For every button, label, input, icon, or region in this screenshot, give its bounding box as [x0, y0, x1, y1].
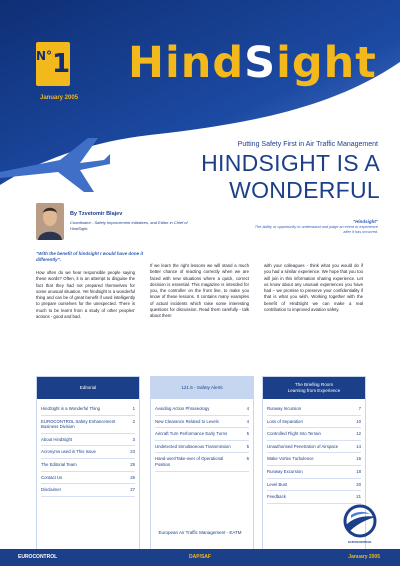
tagline: Putting Safety First in Air Traffic Management [237, 141, 378, 148]
issue-number-badge: $^{N^\circ}$1 [36, 42, 70, 86]
contents-row[interactable]: Avoiding Action Phraseology 4 [155, 403, 249, 416]
contents-row[interactable]: Undetected Simultaneous Transmission 5 [155, 441, 249, 454]
author-role: Coordinator - Safety Improvement Initiatives, and Editor in Chief of HindSight. [70, 220, 188, 231]
contents-row[interactable]: About HindSight 3 [41, 434, 135, 447]
footer-department: DAP/SAF [189, 554, 211, 560]
safety-alerts-list [151, 399, 253, 476]
safety-alerts-heading: 121.5 - Safety Alerts [151, 377, 253, 399]
pull-quote: "With the benefit of hindsight I would have done it differently". [36, 251, 144, 262]
contents-row[interactable]: Level Bust 20 [267, 479, 361, 492]
briefing-room-list [263, 399, 365, 508]
article-title: HINDSIGHT IS A WONDERFUL [201, 150, 380, 203]
footer-date: January 2005 [348, 554, 380, 560]
contents-row[interactable]: Contact Us 26 [41, 472, 135, 485]
briefing-room-heading: The Briefing Room Learning from Experience [263, 377, 365, 399]
logo-label: EUROCONTROL [348, 540, 372, 544]
contents-row[interactable]: Acronyms used in This Issue 23 [41, 446, 135, 459]
contents-row[interactable]: New Clearance Related to Levels 4 [155, 416, 249, 429]
article-column-3: with your colleagues - think what you would do if you had a similar experience. We hope that you too will join in this information sharing experience. Let us know about any unusual experiences you have had – we promise to preserve your confidentiality if that is what you wish. Working together with the benefit of HindSight we can make a real contribution to improved aviation safety. [264, 263, 363, 313]
contents-row[interactable]: HindSight is a Wonderful Thing 1 [41, 403, 135, 416]
article-column-2: If we learn the right lessons we will stand a much better chance of reacting correctly when we are faced with new situations where a quick, correct decision is essential. This magazine is intended for you, the controller on the front line, to make you know of these lessons. It contains many examples of actual incidents which raise some interesting questions for discussion. Read them carefully - talk about them [150, 263, 249, 319]
footer-bar [0, 549, 400, 566]
contents-row[interactable]: Feedback 21 [267, 491, 361, 504]
editorial-list [37, 399, 139, 501]
contents-row[interactable]: Unauthorised Penetration of Airspace 14 [267, 441, 361, 454]
footer-organisation: EUROCONTROL [18, 554, 58, 560]
contents-row[interactable]: Runway Excursion 18 [267, 466, 361, 479]
contents-row[interactable]: Hand-over/Take-over of Operational Position 6 [155, 453, 249, 471]
editorial-heading: Editorial [37, 377, 139, 399]
contents-row[interactable]: Runway Incursion 7 [267, 403, 361, 416]
contents-row[interactable]: Loss of Separation 10 [267, 416, 361, 429]
contents-row[interactable]: Disclaimer 27 [41, 484, 135, 497]
editorial-contents-box [36, 376, 140, 554]
issue-date: January 2005 [40, 95, 79, 101]
program-name: European Air Traffic Management - EATM [158, 530, 242, 535]
contents-row[interactable]: Wake Vortex Turbulence 16 [267, 453, 361, 466]
avatar [36, 203, 64, 240]
author-name: By Tzvetomir Blajev [70, 211, 123, 217]
article-column-1: How often do we hear responsible people saying these words? Often, it is an attempt to disguise the fact that they had not prepared themselves for some unusual situation. Yet hindsight is a wonderful thing and can be of great benefit if used intelligently to prepare ourselves for the unexpected. There is much to be learnt from a study of other peoples' actions - good and bad. [36, 270, 135, 320]
magazine-logo: HindSight [128, 38, 377, 88]
definition-text: The ability or opportunity to understand and judge an event or experience after it has occurred. [254, 225, 378, 234]
airplane-icon [0, 130, 110, 200]
eurocontrol-logo-icon [342, 503, 378, 539]
contents-row[interactable]: EUROCONTROL Safety Enhancement Business Division 2 [41, 416, 135, 434]
contents-row[interactable]: Controlled Flight Into Terrain 12 [267, 428, 361, 441]
contents-row[interactable]: The Editorial Team 25 [41, 459, 135, 472]
safety-alerts-contents-box [150, 376, 254, 554]
masthead [0, 0, 400, 205]
contents-row[interactable]: Aircraft Turn Performance Early Turns 5 [155, 428, 249, 441]
definition-term: "Hindsight" [352, 219, 378, 224]
